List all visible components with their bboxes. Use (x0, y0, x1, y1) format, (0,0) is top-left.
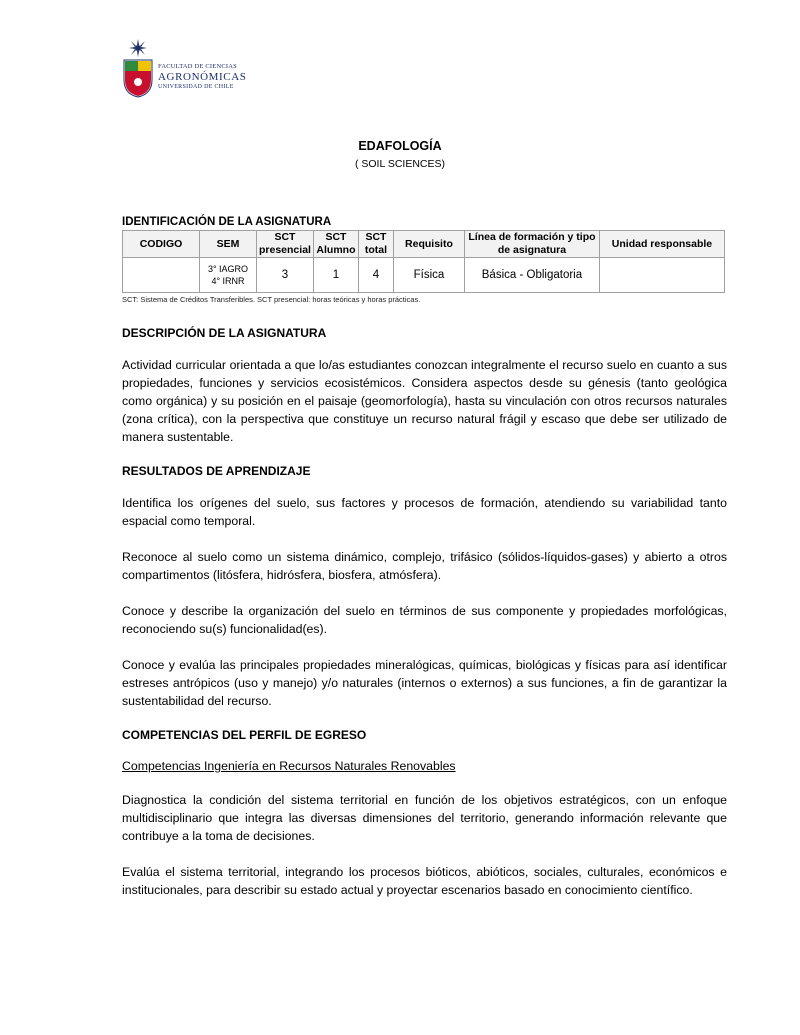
cell-sct-total: 4 (358, 258, 393, 293)
description-text: Actividad curricular orientada a que lo/as estudiantes conozcan integralmente el recurso suelo en cuanto a sus propiedades, funciones y servicios ecosistémicos. Considera aspectos desde su génesis (tanto geológica como orgánica) y su posición en el paisaje (geomorfología), hasta su vinculación con otros recursos naturales (zona crítica), con la perspectiva que constituye un recurso natural frágil y escaso que debe ser utilizado de manera sustentable. (122, 358, 727, 444)
competencies-heading: COMPETENCIAS DEL PERFIL DE EGRESO (122, 728, 367, 742)
logo-line-2: AGRONÓMICAS (158, 70, 247, 83)
cell-sct-alumno: 1 (313, 258, 358, 293)
sct-note: SCT: Sistema de Créditos Transferibles. SCT presencial: horas teóricas y horas prácticas. (122, 295, 421, 304)
cell-codigo (123, 258, 200, 293)
logo-text (158, 64, 247, 90)
header-sct-presencial: SCT presencial (257, 231, 314, 258)
result-item: Conoce y evalúa las principales propiedades mineralógicas, químicas, biológicas y físicas para así identificar estreses antrópicos (uso y manejo) y/o naturales (internos o externos) a sus funciones, a fin de garantizar la sustentabilidad del recurso. (122, 658, 727, 708)
course-info-table (122, 230, 725, 293)
table-row (123, 258, 725, 293)
faculty-logo (120, 38, 247, 102)
header-sct-total: SCT total (358, 231, 393, 258)
course-subtitle: ( SOIL SCIENCES) (354, 158, 446, 170)
result-item: Identifica los orígenes del suelo, sus factores y procesos de formación, atendiendo su variabilidad tanto espacial como temporal. (122, 496, 727, 528)
competency-item: Diagnostica la condición del sistema territorial en función de los objetivos estratégicos, con un enfoque multidisciplinario que integra las diversas dimensiones del territorio, generando información relevante que contribuye a la toma de decisiones. (122, 793, 727, 843)
competencies-subheading: Competencias Ingeniería en Recursos Naturales Renovables (122, 759, 456, 773)
identification-heading: IDENTIFICACIÓN DE LA ASIGNATURA (122, 216, 332, 228)
table-header-row (123, 231, 725, 258)
cell-requisito: Física (393, 258, 464, 293)
header-requisito: Requisito (393, 231, 464, 258)
university-emblem-icon (120, 38, 156, 98)
header-sct-alumno: SCT Alumno (313, 231, 358, 258)
cell-unidad (599, 258, 724, 293)
document-body (122, 216, 727, 899)
logo-line-3: UNIVERSIDAD DE CHILE (158, 83, 234, 90)
description-heading: DESCRIPCIÓN DE LA ASIGNATURA (122, 326, 327, 340)
course-title: EDAFOLOGÍA (358, 139, 442, 153)
competency-item: Evalúa el sistema territorial, integrando los procesos bióticos, abióticos, sociales, culturales, económicos e institucionales, para describir su estado actual y proyectar escenarios basado en conocimiento científico. (122, 865, 727, 897)
header-sem: SEM (200, 231, 257, 258)
result-item: Conoce y describe la organización del suelo en términos de sus componente y propiedades morfológicas, reconociendo su(s) funcionalidad(es). (122, 604, 727, 636)
cell-sct-presencial: 3 (257, 258, 314, 293)
result-item: Reconoce al suelo como un sistema dinámico, complejo, trifásico (sólidos-líquidos-gases) y abierto a otros compartimentos (litósfera, hidrósfera, biosfera, atmósfera). (122, 550, 727, 582)
results-heading: RESULTADOS DE APRENDIZAJE (122, 464, 311, 478)
header-codigo: CODIGO (123, 231, 200, 258)
cell-sem: 3° IAGRO 4° IRNR (200, 258, 257, 293)
logo-line-1: FACULTAD DE CIENCIAS (158, 63, 237, 70)
header-linea: Línea de formación y tipo de asignatura (464, 231, 599, 258)
header-unidad: Unidad responsable (599, 231, 724, 258)
cell-linea: Básica - Obligatoria (464, 258, 599, 293)
